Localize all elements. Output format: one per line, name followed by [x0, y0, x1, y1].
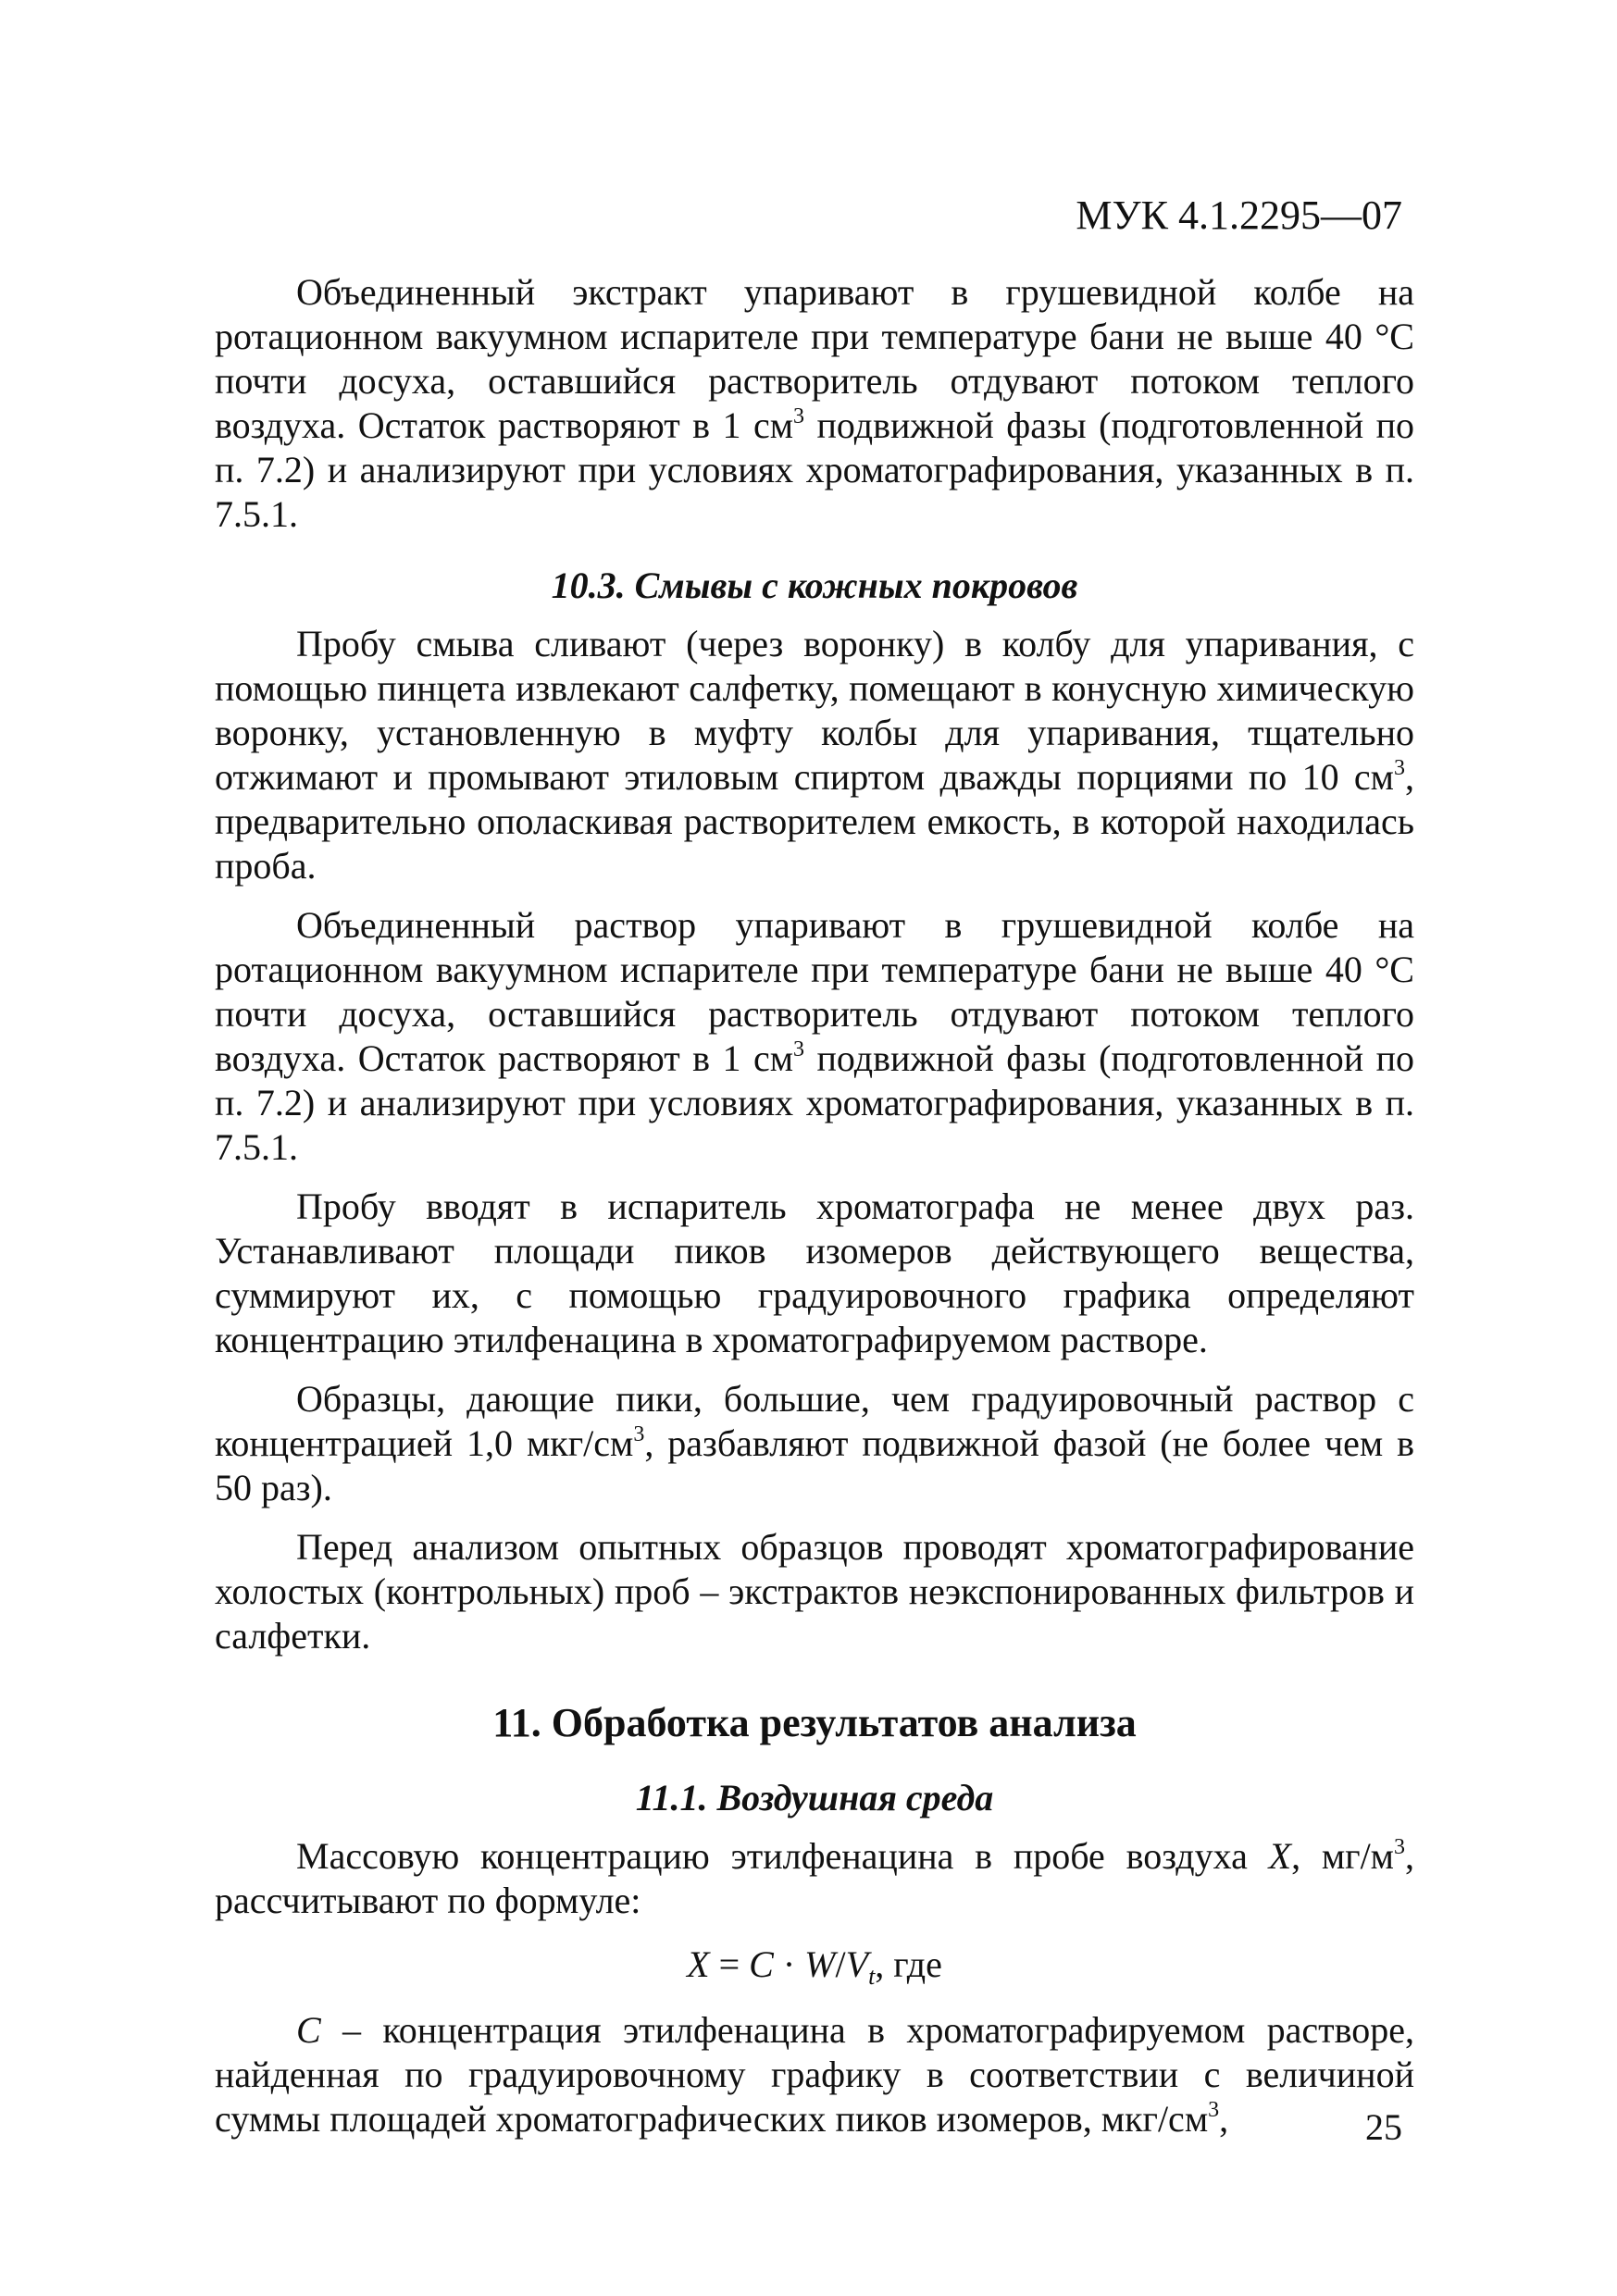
unit-text: , мг/м: [1291, 1835, 1394, 1877]
paragraph-injection: Пробу вводят в испаритель хроматографа не менее двух раз. Устанавливают площади пиков изомеров действующего вещества, суммируют их, с помощью градуировочного графика определяют концентрацию этилфенацина в хроматографируемом растворе.: [215, 1185, 1414, 1360]
formula-lhs: X: [687, 1943, 710, 1985]
formula-tail: , где: [875, 1943, 942, 1985]
paragraph-text: Объединенный экстракт упаривают в грушевидной колбе на ротационном вакуумном испарителе при температуре бани не выше 40 °С почти досуха, оставшийся растворитель отдувают потоком теплого воздуха. Остаток растворяют в 1 см: [215, 271, 1414, 446]
formula: [215, 1942, 1414, 1988]
formula-w: W: [804, 1943, 836, 1985]
paragraph-combined-solution: [215, 903, 1414, 1170]
paragraph-text-tail: ,: [1219, 2098, 1229, 2140]
paragraph-text: Объединенный раствор упаривают в грушевидной колбе на ротационном вакуумном испарителе при температуре бани не выше 40 °С почти досуха, оставшийся растворитель отдувают потоком теплого воздуха. Остаток растворяют в 1 см: [215, 904, 1414, 1079]
formula-c: C: [749, 1943, 774, 1985]
document-code-header: МУК 4.1.2295—07: [1076, 192, 1402, 238]
subsection-title-11-1: 11.1. Воздушная среда: [635, 1777, 994, 1818]
variable-x: X: [1268, 1835, 1292, 1877]
superscript: 3: [633, 1422, 645, 1446]
paragraph-text-tail: , разбавляют подвижной фазой (не более чем в 50 раз).: [215, 1422, 1414, 1508]
paragraph-text-tail: подвижной фазы (подготовленной по п. 7.2) и анализируют при условиях хроматографирования, указанных в п. 7.5.1.: [215, 1037, 1414, 1168]
formula-multiply: ·: [773, 1943, 805, 1985]
paragraph-mass-concentration: [215, 1834, 1414, 1923]
superscript: 3: [1208, 2098, 1220, 2122]
superscript: 3: [1394, 1835, 1405, 1859]
subsection-title-10-3: 10.3. Смывы с кожных покровов: [551, 565, 1078, 606]
paragraph-blank-samples: Перед анализом опытных образцов проводят хроматографирование холостых (контрольных) проб – экстрактов неэкспонированных фильтров и салфетки.: [215, 1526, 1414, 1657]
page-content: [215, 270, 1414, 2156]
paragraph-text: Пробу смыва сливают (через воронку) в колбу для упаривания, с помощью пинцета извлекают салфетку, помещают в конусную химическую воронку, установленную в муфту колбы для упаривания, тщательно отжимают и промывают этиловым спиртом дважды порциями по 10 см: [215, 623, 1414, 798]
page-number: 25: [1365, 2106, 1402, 2148]
paragraph-text-tail: , рассчитывают по формуле:: [215, 1835, 1414, 1921]
paragraph-combined-extract: [215, 270, 1414, 537]
section-title-11: 11. Обработка результатов анализа: [492, 1700, 1137, 1745]
paragraph-text: Массовую концентрацию этилфенацина в пробе воздуха: [296, 1835, 1269, 1877]
paragraph-text: – концентрация этилфенацина в хроматографируемом растворе, найденная по градуировочному графику в соответствии с величиной суммы площадей хроматографических пиков изомеров, мкг/см: [215, 2009, 1414, 2140]
paragraph-swab-sample: [215, 622, 1414, 888]
formula-subscript: t: [868, 1963, 876, 1990]
paragraph-dilution: [215, 1377, 1414, 1510]
superscript: 3: [793, 1037, 805, 1061]
formula-equals: =: [709, 1943, 750, 1985]
paragraph-c-definition: [215, 2008, 1414, 2141]
superscript: 3: [793, 404, 805, 428]
formula-divide: /: [835, 1943, 846, 1985]
paragraph-text-tail: , предварительно ополаскивая растворителем емкость, в которой находилась проба.: [215, 756, 1414, 887]
formula-v: V: [845, 1943, 869, 1985]
superscript: 3: [1394, 756, 1405, 780]
paragraph-text: Образцы, дающие пики, большие, чем градуировочный раствор с концентрацией 1,0 мкг/см: [215, 1378, 1414, 1464]
variable-c: C: [296, 2009, 321, 2051]
paragraph-text-tail: подвижной фазы (подготовленной по п. 7.2) и анализируют при условиях хроматографирования, указанных в п. 7.5.1.: [215, 404, 1414, 535]
